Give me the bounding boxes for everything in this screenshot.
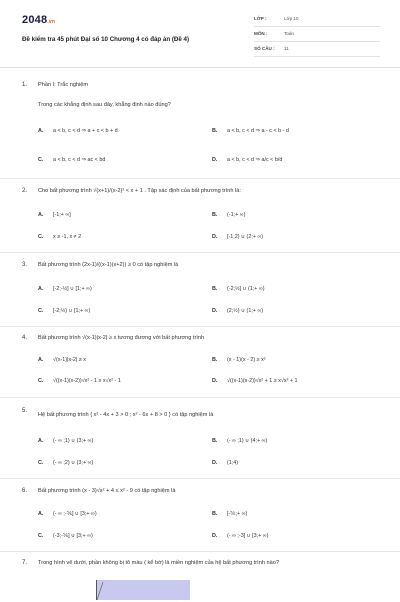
question-number: 7. [22,560,28,566]
option-label: C. [38,308,44,314]
option-label: A. [38,511,44,517]
option-text: x ≥ -1, x ≠ 2 [53,234,82,240]
option-label: C. [38,378,44,384]
divider [0,178,400,179]
divider [0,551,400,552]
option-c[interactable] [38,378,121,384]
exam-meta [254,12,380,57]
meta-row-subject [254,27,380,42]
option-text: [-⅚;+ ∞) [227,511,248,517]
option-text: (- ∞ ;1) ∪ (3;+ ∞) [53,438,94,444]
option-text: (- ∞ ;-⅚] ∪ [3;+ ∞) [53,511,97,517]
question-number: 6. [22,488,28,494]
logo-suffix: .vn [47,19,56,25]
option-text: a < b, c < d ⇒ a - c < b - d [227,128,289,134]
option-label: B. [212,286,218,292]
option-label: D. [212,378,218,384]
option-a[interactable] [38,438,93,444]
option-d[interactable] [212,533,268,539]
option-text: [-2;½) ∪ [1;+ ∞) [53,308,91,314]
option-c[interactable] [38,533,93,539]
exam-title: Đề kiểm tra 45 phút Đại số 10 Chương 4 có đáp án (Đề 4) [22,36,190,43]
option-a[interactable] [38,128,118,134]
option-label: A. [38,212,44,218]
meta-key: SỐ CÂU : [254,46,275,51]
option-text: (- ∞ ;-3] ∪ [3;+ ∞) [227,533,269,539]
option-c[interactable] [38,460,93,466]
divider [0,478,400,479]
option-text: a < b, c < d ⇒ a/c < b/d [227,157,283,163]
site-logo[interactable] [22,14,55,26]
option-label: B. [212,357,218,363]
option-label: D. [212,533,218,539]
option-d[interactable] [212,460,238,466]
option-a[interactable] [38,212,71,218]
meta-value: 11 [284,46,289,51]
meta-value: Toán [284,31,294,36]
option-label: A. [38,128,44,134]
option-text: [-2;-½] ∪ [1;+ ∞) [53,286,92,292]
option-label: D. [212,157,218,163]
option-label: A. [38,438,44,444]
option-text: (x - 1)(x - 2) ≥ x² [227,357,266,363]
question-text: Hệ bất phương trình { x² - 4x + 3 > 0 ; x² - 6x + 8 > 0 } có tập nghiệm là [38,412,214,418]
logo-main: 2048 [22,14,48,26]
option-text: (1;4) [227,460,239,466]
option-text: √(x-1)|x-2| ≥ x [53,357,86,363]
question-text: Bất phương trình √(x-1)|x-2| ≥ x tương đương với bất phương trình [38,335,205,341]
option-label: B. [212,128,218,134]
divider [0,326,400,327]
option-d[interactable] [212,157,282,163]
option-label: C. [38,234,44,240]
option-text: a < b, c < d ⇒ ac < bd [53,157,106,163]
option-text: √((x-1)(x-2))√x² - 1 ≥ x√x² - 1 [53,378,121,384]
meta-value: Lớp 10 [284,16,299,21]
meta-key: LỚP : [254,16,267,21]
meta-key: MÔN : [254,31,268,36]
option-b[interactable] [212,438,267,444]
question-number: 3. [22,262,28,268]
option-text: (- ∞ ;1) ∪ (4;+ ∞) [227,438,268,444]
option-label: A. [38,357,44,363]
question-number: 2. [22,188,28,194]
option-d[interactable] [212,234,263,240]
option-d[interactable] [212,378,298,384]
question-text: Trong hình vẽ dưới, phần không bị tô màu ( kể bờ) là miền nghiệm của hệ bất phương trình nào? [38,560,279,566]
diagonal-boundary-line [97,580,191,600]
option-label: A. [38,286,44,292]
option-text: (-2;½] ∪ (1;+ ∞) [227,286,265,292]
option-text: (- ∞ ;2) ∪ (3;+ ∞) [53,460,94,466]
option-b[interactable] [212,357,266,363]
question-number: 4. [22,335,28,341]
question-text: Phần I: Trắc nghiệm [38,82,89,88]
option-c[interactable] [38,234,81,240]
option-text: [-1;+ ∞] [53,212,71,218]
option-label: B. [212,511,218,517]
option-label: D. [212,308,218,314]
page-header [0,0,400,68]
option-text: (-1;+ ∞) [227,212,246,218]
option-a[interactable] [38,357,86,363]
option-label: B. [212,438,218,444]
divider [0,397,400,398]
option-text: a < b, c < d ⇒ a + c < b + d [53,128,118,134]
option-label: C. [38,533,44,539]
option-text: (-3;-⅚] ∪ [3;+ ∞) [53,533,93,539]
divider [0,252,400,253]
shaded-region-figure [96,580,190,600]
question-number: 1. [22,82,28,88]
option-label: B. [212,212,218,218]
option-text: (2;½) ∪ (1;+ ∞) [227,308,264,314]
option-label: D. [212,460,218,466]
option-label: C. [38,460,44,466]
question-text: Bất phương trình (x - 3)√x² + 4 ≤ x² - 9 có tập nghiệm là [38,488,176,494]
option-b[interactable] [212,511,247,517]
option-b[interactable] [212,128,289,134]
question-text: Cho bất phương trình √(x+1)/(x-2)² < x + 1 . Tập xác định của bất phương trình là: [38,188,241,194]
question-text: Bất phương trình (2x-1)/((x-1)(x+2)) ≥ 0 có tập nghiệm là [38,262,179,268]
question-number: 5. [22,408,28,414]
option-b[interactable] [212,212,245,218]
option-a[interactable] [38,511,97,517]
option-a[interactable] [38,286,92,292]
option-label: C. [38,157,44,163]
meta-row-count [254,42,380,57]
option-b[interactable] [212,286,265,292]
option-text: [-1;2) ∪ (2;+ ∞) [227,234,264,240]
option-d[interactable] [212,308,263,314]
option-label: D. [212,234,218,240]
option-c[interactable] [38,308,90,314]
option-text: √((x-1)(x-2))√x² + 1 ≥ x√x² + 1 [227,378,298,384]
option-c[interactable] [38,157,105,163]
question-subtext: Trong các khẳng định sau đây, khẳng định nào đúng? [38,102,171,108]
meta-row-class [254,12,380,27]
